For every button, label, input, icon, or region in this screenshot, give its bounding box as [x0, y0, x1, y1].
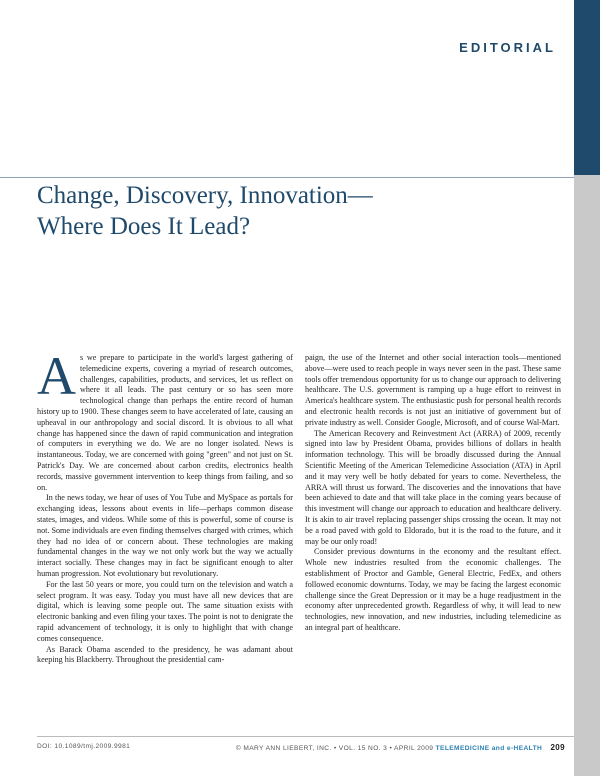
- left-column: [37, 346, 293, 666]
- footer-rule: [37, 736, 574, 737]
- paragraph-4: As Barack Obama ascended to the presidency, he was adamant about keeping his Blackberry. Throughout the presidential cam-: [37, 644, 293, 665]
- paragraph-3: For the last 50 years or more, you could turn on the television and watch a select program. It was easy. Today you must have all new devices that are digital, which is leaving some people out. The same situation exists with electronic banking and even filing your taxes. The point is not to denigrate the rapid advancement of technology, it is only to highlight that with change comes consequence.: [37, 579, 293, 643]
- footer-doi: DOI: 10.1089/tmj.2009.9981: [37, 743, 131, 750]
- footer-journal: TELEMEDICINE and e-HEALTH: [435, 745, 543, 752]
- header-rule: [0, 177, 574, 178]
- paragraph-1-text: s we prepare to participate in the world's largest gathering of telemedicine experts, covering a myriad of research outcomes, challenges, capabilities, products, and services, let us reflect on where it all leads. The past century or so has seen more technological change than perhaps the entire record of human history up to 1900. These changes seem to have accelerated of late, causing an upheaval in our anthropology and social discord. It is obvious to all what change has happened since the dawn of rapid communication and integration of computers in everything we do. We are no longer isolated. News is instantaneous. Today, we are concerned with going "green" and not just on St. Patrick's Day. We are concerned about carbon credits, electronics health records, massive government intervention to keep things from failing, and so on.: [37, 353, 293, 492]
- page-edge-accent: [574, 0, 600, 175]
- paragraph-7: Consider previous downturns in the economy and the resultant effect. Whole new industries resulted from the economic challenges. The establishment of Proctor and Gamble, General Electric, FedEx, and others followed economic downturns. Today, we may be facing the largest economic challenge since the Great Depression or it may be a huge readjustment in the economy after unprecedented growth. Regardless of why, it will lead to new technologies, new innovation, and new industries, including telemedicine as an integral part of healthcare.: [305, 547, 561, 632]
- paragraph-5: paign, the use of the Internet and other social interaction tools—mentioned above—were used to reach people in ways never seen in the past. These same tools offer tremendous opportunity for us to change our approach to delivering healthcare. The U.S. government is ramping up a huge effort to reinvest in America's healthcare system. The enthusiastic push for personal health records and electronic health records is not just an initiative of government but of private industry as well. Consider Google, Microsoft, and of course Wal-Mart.: [305, 353, 561, 427]
- right-column: [305, 353, 561, 634]
- drop-cap: A: [37, 346, 76, 406]
- footer-info: [236, 743, 565, 752]
- article-title: [37, 180, 537, 242]
- title-line-1: Change, Discovery, Innovation—: [37, 182, 373, 209]
- paragraph-2: In the news today, we hear of uses of You Tube and MySpace as portals for exchanging ideas, lessons about events in life—perhaps common disease states, images, and videos. While some of this is powerful, some of course is not. Some individuals are even finding themselves charged with crimes, which they had no idea of or concern about. These technologies are making fundamental changes in the way we not only work but the way we actually interact socially. These changes may in fact be significant enough to alter human progression. Not evolutionary but revolutionary.: [37, 493, 293, 578]
- title-line-2: Where Does It Lead?: [37, 213, 251, 240]
- paragraph-6: The American Recovery and Reinvestment Act (ARRA) of 2009, recently signed into law by President Obama, provides billions of dollars in health information technology. This will be broadly discussed during the Annual Scientific Meeting of the American Telemedicine Association (ATA) in April and it may very well be hotly debated for years to come. Nevertheless, the ARRA will thrust us forward. The discoveries and the innovations that have been achieved to date and that will take place in the coming years because of this investment will change our approach to education and healthcare delivery. It is akin to air travel replacing passenger ships crossing the ocean. It may not be a road paved with gold to Eldorado, but it is the road to the future, and it may be our only road!: [305, 428, 561, 546]
- footer-publisher: © MARY ANN LIEBERT, INC. • VOL. 15 NO. 3 • APRIL 2009: [235, 745, 434, 752]
- paragraph-1: [37, 346, 293, 493]
- page-number: 209: [550, 743, 565, 752]
- section-label: EDITORIAL: [459, 40, 556, 55]
